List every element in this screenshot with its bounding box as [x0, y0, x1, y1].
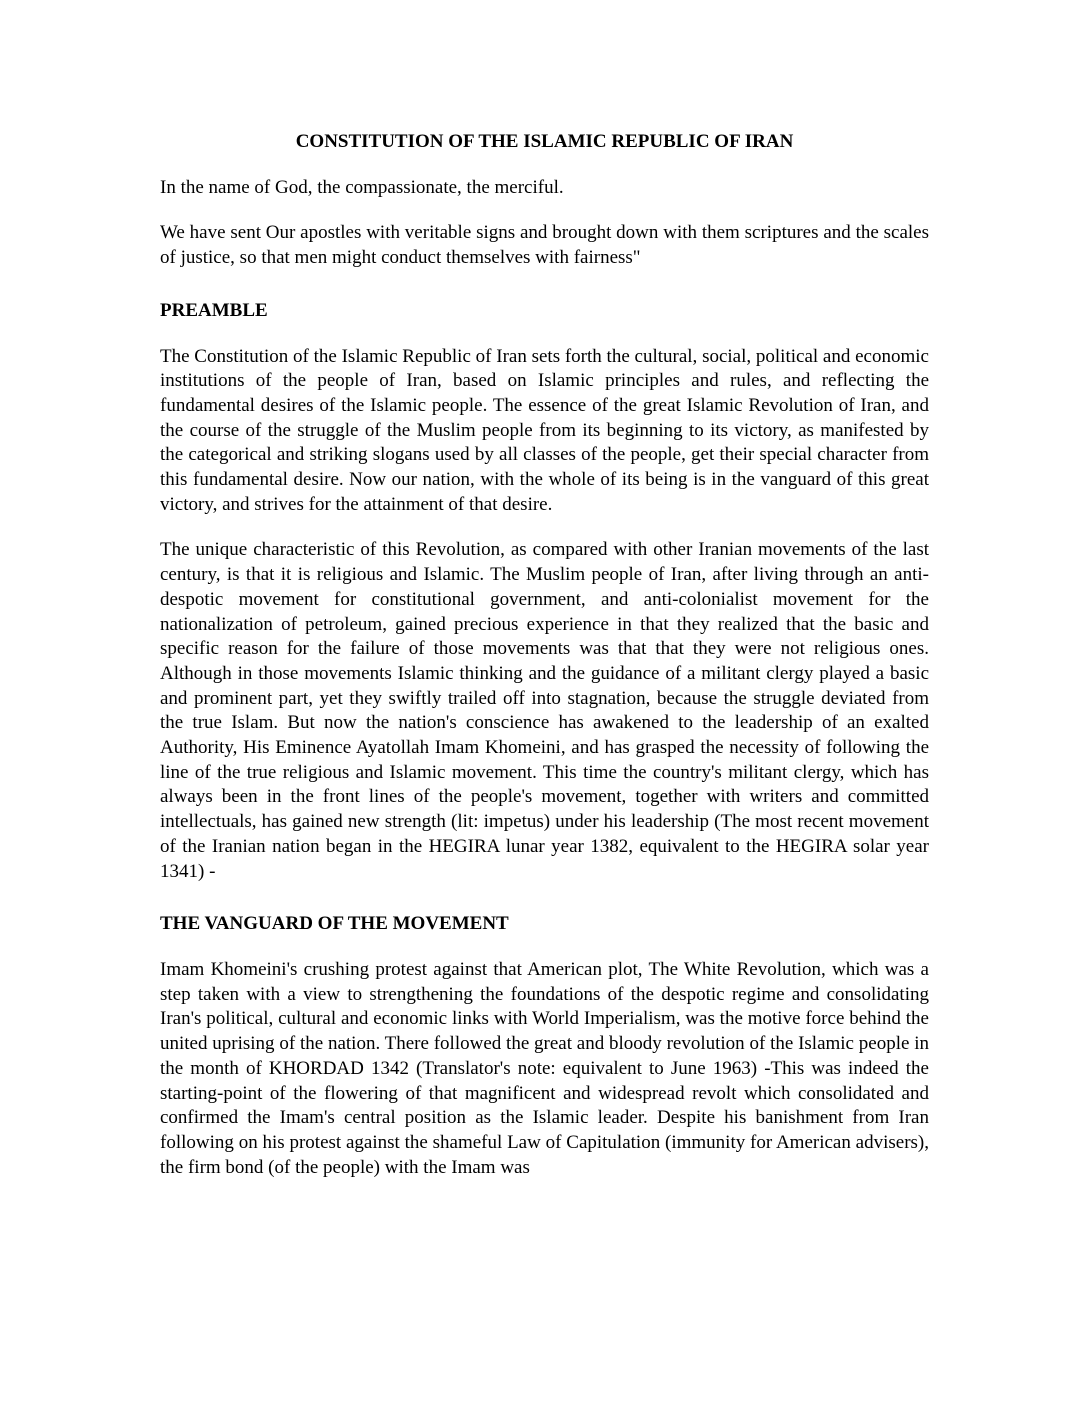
document-title: CONSTITUTION OF THE ISLAMIC REPUBLIC OF IRAN	[295, 131, 794, 152]
paragraph-preamble-2: The unique characteristic of this Revolution, as compared with other Iranian movements of the last century, is that it is religious and Islamic. The Muslim people of Iran, after living through an anti-despotic movement for constitutional government, and anti-colonialist movement for the nationalization of petroleum, gained precious experience in that they realized that the basic and specific reason for the failure of those movements was that that they were not religious ones. Although in those movements Islamic thinking and the guidance of a militant clergy played a basic and prominent part, yet they swiftly trailed off into stagnation, because the struggle deviated from the true Islam. But now the nation's conscience has awakened to the leadership of an exalted Authority, His Eminence Ayatollah Imam Khomeini, and has grasped the necessity of following the line of the true religious and Islamic movement. This time the country's militant clergy, which has always been in the front lines of the people's movement, together with writers and committed intellectuals, has gained new strength (lit: impetus) under his leadership (The most recent movement of the Iranian nation began in the HEGIRA lunar year 1382, equivalent to the HEGIRA solar year 1341) -	[160, 539, 929, 882]
paragraph-vanguard-1: Imam Khomeini's crushing protest against that American plot, The White Revolution, which was a step taken with a view to strengthening the foundations of the despotic regime and consolidating Iran's political, cultural and economic links with World Imperialism, was the motive force behind the united uprising of the nation. There followed the great and bloody revolution of the Islamic people in the month of KHORDAD 1342 (Translator's note: equivalent to June 1963) -This was indeed the starting-point of the flowering of that magnificent and widespread revolt which consolidated and confirmed the Imam's central position as the Islamic leader. Despite his banishment from Iran following on his protest against the shameful Law of Capitulation (immunity for American advisers), the firm bond (of the people) with the Imam was	[160, 958, 929, 1178]
section-heading-vanguard: THE VANGUARD OF THE MOVEMENT	[160, 913, 509, 935]
paragraph-bismillah: In the name of God, the compassionate, the merciful.	[160, 176, 564, 198]
section-heading-preamble: PREAMBLE	[160, 299, 268, 321]
paragraph-epigraph: We have sent Our apostles with veritable signs and brought down with them scriptures and the scales of justice, so that men might conduct themselves with fairness"	[160, 222, 929, 269]
paragraph-preamble-1: The Constitution of the Islamic Republic of Iran sets forth the cultural, social, political and economic institutions of the people of Iran, based on Islamic principles and rules, and reflecting the fundamental desires of the Islamic people. The essence of the great Islamic Revolution of Iran, and the course of the struggle of the Muslim people from its beginning to its victory, as manifested by the categorical and striking slogans used by all classes of the people, get their special character from this fundamental desire. Now our nation, with the whole of its being is in the vanguard of this great victory, and strives for the attainment of that desire.	[160, 345, 929, 515]
